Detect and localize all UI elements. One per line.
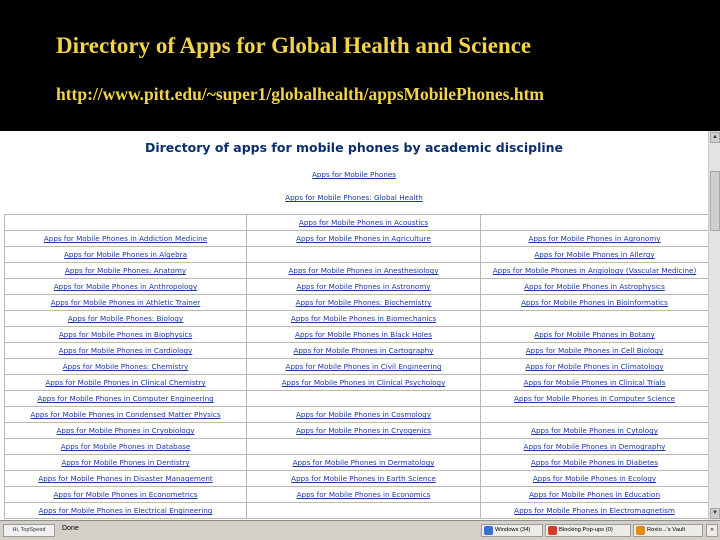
vault-icon bbox=[636, 526, 645, 535]
discipline-link[interactable]: Apps for Mobile Phones in Dentistry bbox=[5, 455, 247, 471]
status-bar bbox=[0, 520, 720, 540]
discipline-link[interactable]: Apps for Mobile Phones in Clinical Chemistry bbox=[5, 375, 247, 391]
discipline-link[interactable]: Apps for Mobile Phones in Earth Science bbox=[247, 471, 481, 487]
discipline-link[interactable]: Apps for Mobile Phones in Economics bbox=[247, 487, 481, 503]
table-row bbox=[5, 215, 709, 231]
discipline-link[interactable]: Apps for Mobile Phones in Cytology bbox=[481, 423, 709, 439]
discipline-link[interactable]: Apps for Mobile Phones in Clinical Psychology bbox=[247, 375, 481, 391]
browser-content bbox=[0, 131, 720, 520]
discipline-link[interactable]: Apps for Mobile Phones in Climatology bbox=[481, 359, 709, 375]
empty-cell bbox=[247, 391, 481, 407]
scroll-thumb[interactable] bbox=[710, 171, 720, 231]
discipline-link[interactable]: Apps for Mobile Phones in Allergy bbox=[481, 247, 709, 263]
discipline-link[interactable]: Apps for Mobile Phones in Athletic Trainer bbox=[5, 295, 247, 311]
table-row bbox=[5, 487, 709, 503]
discipline-link[interactable]: Apps for Mobile Phones in Ecology bbox=[481, 471, 709, 487]
discipline-link[interactable]: Apps for Mobile Phones: Biochemistry bbox=[247, 295, 481, 311]
discipline-link[interactable]: Apps for Mobile Phones in Bioinformatics bbox=[481, 295, 709, 311]
discipline-link[interactable]: Apps for Mobile Phones in Disaster Management bbox=[5, 471, 247, 487]
discipline-link[interactable]: Apps for Mobile Phones in Anthropology bbox=[5, 279, 247, 295]
discipline-link[interactable]: Apps for Mobile Phones in Cartography bbox=[247, 343, 481, 359]
discipline-link[interactable]: Apps for Mobile Phones in Cell Biology bbox=[481, 343, 709, 359]
table-row bbox=[5, 279, 709, 295]
table-row bbox=[5, 471, 709, 487]
empty-cell bbox=[481, 407, 709, 423]
table-row bbox=[5, 455, 709, 471]
table-row bbox=[5, 263, 709, 279]
page-heading: Directory of apps for mobile phones by academic discipline bbox=[144, 140, 564, 155]
slide-url: http://www.pitt.edu/~super1/globalhealth/appsMobilePhones.htm bbox=[56, 84, 544, 104]
table-row bbox=[5, 391, 709, 407]
discipline-link[interactable]: Apps for Mobile Phones in Database bbox=[5, 439, 247, 455]
table-row bbox=[5, 295, 709, 311]
vault-label: Roxio...'s Vault bbox=[647, 527, 686, 533]
vertical-scrollbar[interactable] bbox=[708, 131, 720, 520]
discipline-link[interactable]: Apps for Mobile Phones in Agriculture bbox=[247, 231, 481, 247]
discipline-link[interactable]: Apps for Mobile Phones in Education bbox=[481, 487, 709, 503]
empty-cell bbox=[481, 311, 709, 327]
empty-cell bbox=[247, 247, 481, 263]
status-app-label: Hi, TopSpeed bbox=[3, 524, 55, 537]
discipline-link[interactable]: Apps for Mobile Phones in Clinical Trials bbox=[481, 375, 709, 391]
table-row bbox=[5, 247, 709, 263]
discipline-link[interactable]: Apps for Mobile Phones in Dermatology bbox=[247, 455, 481, 471]
table-row bbox=[5, 327, 709, 343]
status-menu-chevron-icon[interactable]: » bbox=[706, 524, 718, 537]
discipline-link[interactable]: Apps for Mobile Phones in Electrical Engineering bbox=[5, 503, 247, 519]
scroll-up-icon[interactable]: ▲ bbox=[710, 132, 720, 143]
discipline-link[interactable]: Apps for Mobile Phones in Cardiology bbox=[5, 343, 247, 359]
discipline-link[interactable]: Apps for Mobile Phones in Econometrics bbox=[5, 487, 247, 503]
empty-cell bbox=[247, 503, 481, 519]
table-row bbox=[5, 231, 709, 247]
slide-header bbox=[0, 0, 720, 131]
discipline-link[interactable]: Apps for Mobile Phones in Addiction Medicine bbox=[5, 231, 247, 247]
popup-blocker-label: Blocking Pop-ups (0) bbox=[559, 527, 613, 533]
discipline-link[interactable]: Apps for Mobile Phones in Cryobiology bbox=[5, 423, 247, 439]
discipline-link[interactable]: Apps for Mobile Phones in Cryogenics bbox=[247, 423, 481, 439]
discipline-link[interactable]: Apps for Mobile Phones in Cosmology bbox=[247, 407, 481, 423]
discipline-link[interactable]: Apps for Mobile Phones: Biology bbox=[5, 311, 247, 327]
table-row bbox=[5, 375, 709, 391]
popup-blocker-button[interactable] bbox=[545, 524, 631, 537]
discipline-link[interactable]: Apps for Mobile Phones in Electromagnetism bbox=[481, 503, 709, 519]
discipline-link[interactable]: Apps for Mobile Phones in Civil Engineering bbox=[247, 359, 481, 375]
discipline-link[interactable]: Apps for Mobile Phones in Botany bbox=[481, 327, 709, 343]
popup-blocker-icon bbox=[548, 526, 557, 535]
discipline-link[interactable]: Apps for Mobile Phones in Agronomy bbox=[481, 231, 709, 247]
discipline-link[interactable]: Apps for Mobile Phones in Biomechanics bbox=[247, 311, 481, 327]
vault-button[interactable] bbox=[633, 524, 703, 537]
status-text: Done bbox=[62, 525, 79, 532]
empty-cell bbox=[5, 215, 247, 231]
discipline-link[interactable]: Apps for Mobile Phones in Condensed Matter Physics bbox=[5, 407, 247, 423]
link-global-health[interactable]: Apps for Mobile Phones: Global Health bbox=[285, 193, 423, 202]
table-row bbox=[5, 423, 709, 439]
discipline-link[interactable]: Apps for Mobile Phones in Computer Science bbox=[481, 391, 709, 407]
discipline-link[interactable]: Apps for Mobile Phones in Anesthesiology bbox=[247, 263, 481, 279]
empty-cell bbox=[481, 215, 709, 231]
slide-title: Directory of Apps for Global Health and Science bbox=[56, 33, 532, 58]
table-row bbox=[5, 343, 709, 359]
directory-table bbox=[4, 214, 709, 519]
table-row bbox=[5, 407, 709, 423]
discipline-link[interactable]: Apps for Mobile Phones in Algebra bbox=[5, 247, 247, 263]
discipline-link[interactable]: Apps for Mobile Phones in Astrophysics bbox=[481, 279, 709, 295]
discipline-link[interactable]: Apps for Mobile Phones: Anatomy bbox=[5, 263, 247, 279]
discipline-link[interactable]: Apps for Mobile Phones in Computer Engineering bbox=[5, 391, 247, 407]
windows-icon bbox=[484, 526, 493, 535]
discipline-link[interactable]: Apps for Mobile Phones in Biophysics bbox=[5, 327, 247, 343]
discipline-link[interactable]: Apps for Mobile Phones in Angiology (Vascular Medicine) bbox=[481, 263, 709, 279]
empty-cell bbox=[247, 439, 481, 455]
discipline-link[interactable]: Apps for Mobile Phones in Acoustics bbox=[247, 215, 481, 231]
link-apps-for-mobile-phones[interactable]: Apps for Mobile Phones bbox=[311, 170, 397, 179]
table-row bbox=[5, 439, 709, 455]
table-row bbox=[5, 359, 709, 375]
windows-button[interactable] bbox=[481, 524, 543, 537]
discipline-link[interactable]: Apps for Mobile Phones in Black Holes bbox=[247, 327, 481, 343]
discipline-link[interactable]: Apps for Mobile Phones in Diabetes bbox=[481, 455, 709, 471]
table-row bbox=[5, 503, 709, 519]
discipline-link[interactable]: Apps for Mobile Phones: Chemistry bbox=[5, 359, 247, 375]
table-row bbox=[5, 311, 709, 327]
scroll-down-icon[interactable]: ▼ bbox=[710, 508, 720, 519]
discipline-link[interactable]: Apps for Mobile Phones in Demography bbox=[481, 439, 709, 455]
discipline-link[interactable]: Apps for Mobile Phones in Astronomy bbox=[247, 279, 481, 295]
windows-label: Windows (34) bbox=[495, 527, 531, 533]
